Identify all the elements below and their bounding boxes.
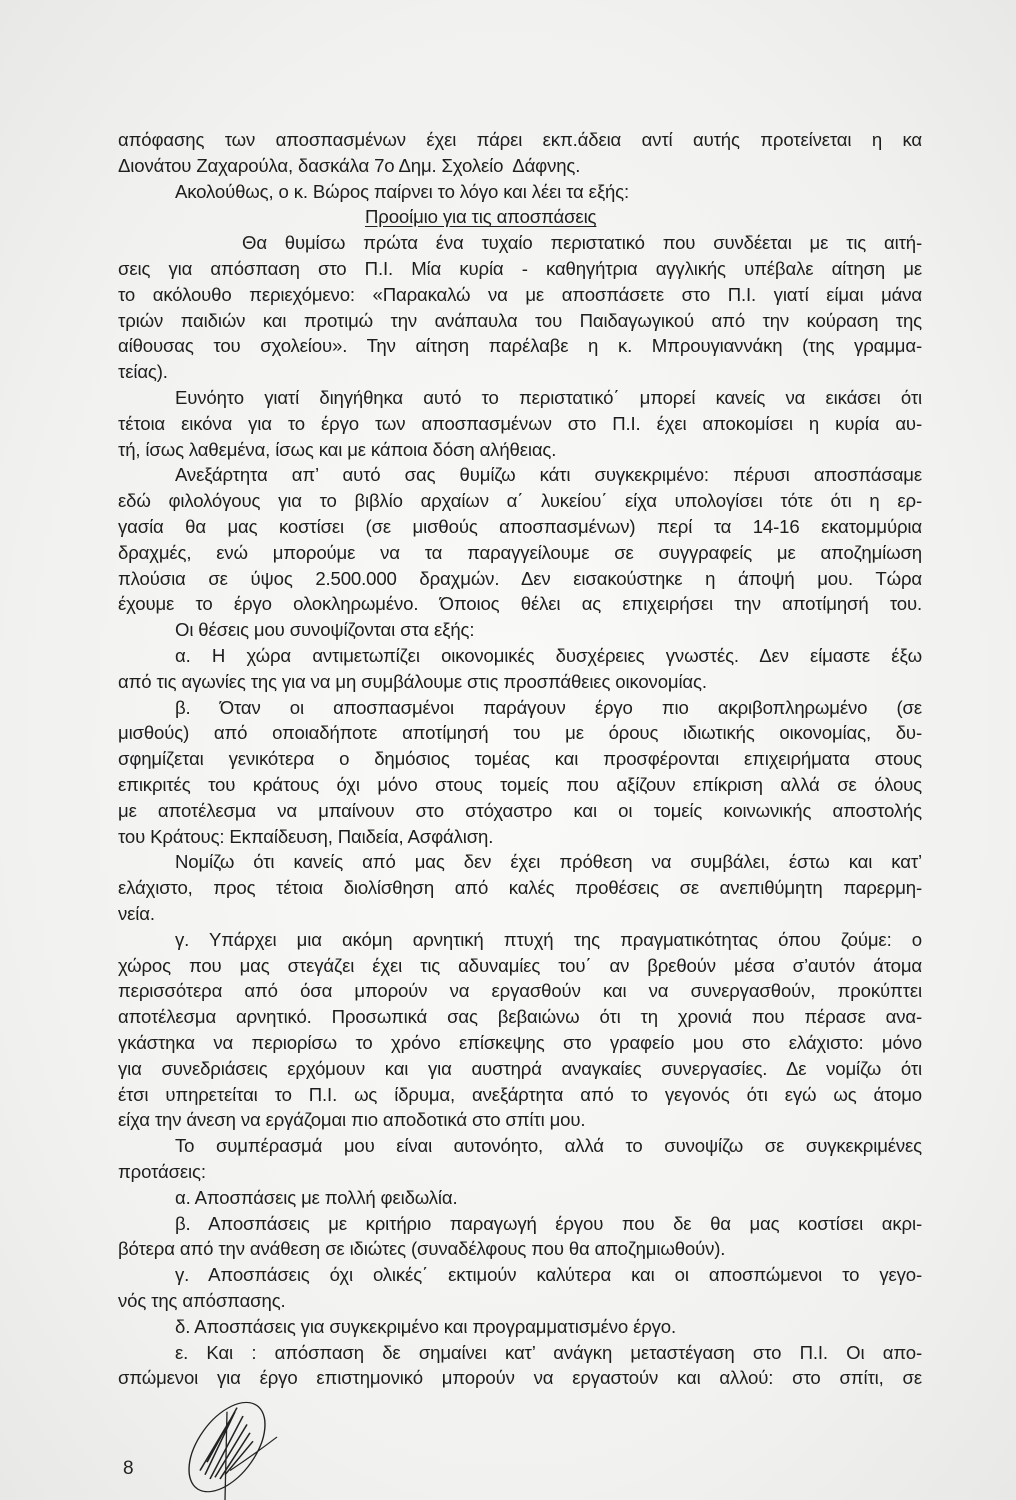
text-line: σεις για απόσπαση στο Π.Ι. Μία κυρία - καθηγήτρια αγγλικής υπέβαλε αίτηση με <box>118 258 922 279</box>
text-line: είχα την άνεση να εργάζομαι πιο αποδοτικά στο σπίτι μου. <box>118 1109 586 1130</box>
text-line: Ανεξάρτητα απ’ αυτό σας θυμίζω κάτι συγκεκριμένο: πέρυσι αποσπάσαμε <box>175 464 922 485</box>
text-line: σφημίζεται γενικότερα ο δημόσιος τομέας και προσφέρονται επιχειρήματα στους <box>118 748 922 769</box>
text-line: με αποτέλεσμα να μπαίνουν στο στόχαστρο και οι τομείς κοινωνικής αποστολής <box>118 800 922 821</box>
text-line: ελάχιστο, προς τέτοια διολίσθηση από καλές προθέσεις σε ανεπιθύμητη παρερμη- <box>118 877 922 898</box>
text-line: χώρος που μας στεγάζει έχει τις αδυναμίες του΄ αν βρεθούν μέσα σ’αυτόν άτομα <box>118 955 922 976</box>
text-line: νεία. <box>118 903 155 924</box>
text-line: γκάστηκα να περιορίσω το χρόνο επίσκεψης στο γραφείο μου στο ελάχιστο: μόνο <box>118 1032 922 1053</box>
text-line: του Κράτους: Εκπαίδευση, Παιδεία, Ασφάλιση. <box>118 826 494 847</box>
text-line: Οι θέσεις μου συνοψίζονται στα εξής: <box>175 619 475 640</box>
text-line: από τις αγωνίες της για να μη συμβάλουμε στις προσπάθειες οικονομίας. <box>118 671 707 692</box>
text-line: σπώμενοι για έργο επιστημονικό μπορούν να εργαστούν και αλλού: στο σπίτι, σε <box>118 1367 922 1388</box>
text-line: β. Όταν οι αποσπασμένοι παράγουν έργο πιο ακριβοπληρωμένο (σε <box>175 697 922 718</box>
text-line: έχουμε το έργο ολοκληρωμένο. Όποιος θέλει ας επιχειρήσει την αποτίμησή του. <box>118 593 922 614</box>
text-line: επικριτές του κράτους όχι μόνο στους τομείς που αξίζουν επίκριση αλλά σε όλους <box>118 774 922 795</box>
text-line: δ. Αποσπάσεις για συγκεκριμένο και προγραμματισμένο έργο. <box>175 1316 676 1337</box>
text-line: απόφασης των αποσπασμένων έχει πάρει εκπ.άδεια αντί αυτής προτείνεται η κα <box>118 129 922 150</box>
text-line: Θα θυμίσω πρώτα ένα τυχαίο περιστατικό που συνδέεται με τις αιτή- <box>242 232 922 253</box>
text-line: αποτέλεσμα αρνητικό. Προσωπικά σας βεβαιώνω ότι τη χρονιά που πέρασε ανα- <box>118 1006 922 1027</box>
text-line: α. Η χώρα αντιμετωπίζει οικονομικές δυσχέρειες γνωστές. Δεν είμαστε έξω <box>175 645 922 666</box>
text-line: για συνεδριάσεις ερχόμουν και για αυστηρά αναγκαίες συνεργασίες. Δε νομίζω ότι <box>118 1058 922 1079</box>
text-line: βότερα από την ανάθεση σε ιδιώτες (συναδέλφους που θα αποζημιωθούν). <box>118 1238 726 1259</box>
handwritten-signature <box>165 1395 295 1500</box>
section-heading: Προοίμιο για τις αποσπάσεις <box>365 206 597 227</box>
text-line: εδώ φιλολόγους για το βιβλίο αρχαίων α΄ λυκείου΄ είχα υπολογίσει τότε ότι η ερ- <box>118 490 922 511</box>
text-line: αίθουσας του σχολείου». Την αίτηση παρέλαβε η κ. Μπρουγιαννάκη (της γραμμα- <box>118 335 922 356</box>
text-line: τέτοια εικόνα για το έργο των αποσπασμένων στο Π.Ι. έχει αποκομίσει η κυρία αυ- <box>118 413 922 434</box>
page-number: 8 <box>123 1458 134 1479</box>
text-line: τείας). <box>118 361 168 382</box>
text-line: Διονάτου Ζαχαρούλα, δασκάλα 7ο Δημ. Σχολείο Δάφνης. <box>118 155 581 176</box>
text-line: το ακόλουθο περιεχόμενο: «Παρακαλώ να με αποσπάσετε στο Π.Ι. γιατί είμαι μάνα <box>118 284 922 305</box>
text-line: γ. Αποσπάσεις όχι ολικές΄ εκτιμούν καλύτερα και οι αποσπώμενοι το γεγο- <box>175 1264 922 1285</box>
text-line: έτσι υπηρετείται το Π.Ι. ως ίδρυμα, ανεξάρτητα από το γεγονός ότι εγώ ως άτομο <box>118 1084 922 1105</box>
text-line: γασία θα μας κοστίσει (σε μισθούς αποσπασμένων) περί τα 14-16 εκατομμύρια <box>118 516 922 537</box>
text-line: τή, ίσως λαθεμένα, ίσως και με κάποια δόση αλήθειας. <box>118 439 557 460</box>
text-line: γ. Υπάρχει μια ακόμη αρνητική πτυχή της πραγματικότητας όπου ζούμε: ο <box>175 929 922 950</box>
text-line: περισσότερα από όσα μπορούν να εργασθούν και να συνεργασθούν, προκύπτει <box>118 980 922 1001</box>
text-line: β. Αποσπάσεις με κριτήριο παραγωγή έργου που δε θα μας κοστίσει ακρι- <box>175 1213 922 1234</box>
text-line: νός της απόσπασης. <box>118 1290 286 1311</box>
text-line: μισθούς) από οποιαδήποτε αποτίμησή του με όρους ιδιωτικής οικονομίας, δυ- <box>118 722 922 743</box>
text-line: δραχμές, ενώ μπορούμε να τα παραγγείλουμε σε συγγραφείς με αποζημίωση <box>118 542 922 563</box>
text-line: Το συμπέρασμά μου είναι αυτονόητο, αλλά το συνοψίζω σε συγκεκριμένες <box>175 1135 922 1156</box>
text-line: Ακολούθως, ο κ. Βώρος παίρνει το λόγο και λέει τα εξής: <box>175 181 630 202</box>
text-line: Νομίζω ότι κανείς από μας δεν έχει πρόθεση να συμβάλει, έστω και κατ’ <box>175 851 922 872</box>
text-line: Ευνόητο γιατί διηγήθηκα αυτό το περιστατικό΄ μπορεί κανείς να εικάσει ότι <box>175 387 922 408</box>
text-line: ε. Και : απόσπαση δε σημαίνει κατ’ ανάγκη μεταστέγαση στο Π.Ι. Οι απο- <box>175 1342 922 1363</box>
text-line: τριών παιδιών και προτιμώ την ανάπαυλα του Παιδαγωγικού από την κούραση της <box>118 310 922 331</box>
text-line: α. Αποσπάσεις με πολλή φειδωλία. <box>175 1187 458 1208</box>
text-line: πλούσια σε ύψος 2.500.000 δραχμών. Δεν εισακούστηκε η άποψή μου. Τώρα <box>118 568 922 589</box>
text-line: προτάσεις: <box>118 1161 206 1182</box>
